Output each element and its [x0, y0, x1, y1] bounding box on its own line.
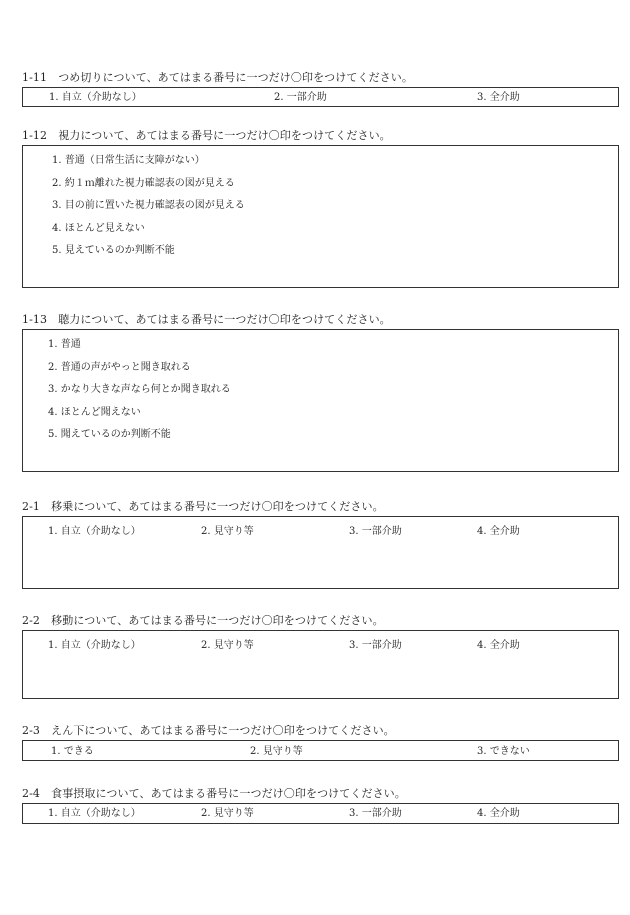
option-3[interactable]: 3. 全介助	[477, 92, 520, 103]
options-box	[22, 740, 619, 761]
option-3[interactable]: 3. 目の前に置いた視力確認表の図が見える	[52, 200, 245, 211]
options-box	[22, 87, 619, 107]
option-2[interactable]: 2. 一部介助	[274, 92, 327, 103]
question-2-2	[22, 614, 619, 699]
option-2[interactable]: 2. 普通の声がやっと聞き取れる	[48, 362, 191, 373]
option-2[interactable]: 2. 見守り等	[201, 640, 254, 651]
question-title: 2-4 食事摂取について、あてはまる番号に一つだけ〇印をつけてください。	[22, 787, 406, 800]
question-2-1	[22, 500, 619, 589]
options-box	[22, 516, 619, 589]
option-4[interactable]: 4. ほとんど聞えない	[48, 407, 141, 418]
question-1-13	[22, 313, 619, 472]
option-1[interactable]: 1. 自立（介助なし）	[48, 808, 141, 819]
option-1[interactable]: 1. できる	[51, 746, 94, 757]
option-5[interactable]: 5. 聞えているのか判断不能	[48, 429, 171, 440]
option-1[interactable]: 1. 普通	[48, 339, 81, 350]
question-title: 2-3 えん下について、あてはまる番号に一つだけ〇印をつけてください。	[22, 724, 395, 737]
option-4[interactable]: 4. ほとんど見えない	[52, 223, 145, 234]
options-box	[22, 145, 619, 288]
question-title: 1-12 視力について、あてはまる番号に一つだけ〇印をつけてください。	[22, 129, 391, 142]
option-2[interactable]: 2. 見守り等	[201, 526, 254, 537]
option-3[interactable]: 3. 一部介助	[349, 808, 402, 819]
option-2[interactable]: 2. 約１ｍ離れた視力確認表の図が見える	[52, 178, 235, 189]
option-4[interactable]: 4. 全介助	[477, 526, 520, 537]
option-3[interactable]: 3. できない	[477, 746, 530, 757]
question-title: 2-2 移動について、あてはまる番号に一つだけ〇印をつけてください。	[22, 614, 384, 627]
option-1[interactable]: 1. 自立（介助なし）	[49, 92, 142, 103]
question-1-11	[22, 71, 619, 107]
options-box	[22, 803, 619, 824]
option-1[interactable]: 1. 自立（介助なし）	[48, 640, 141, 651]
question-title: 1-11 つめ切りについて、あてはまる番号に一つだけ〇印をつけてください。	[22, 71, 413, 84]
option-3[interactable]: 3. かなり大きな声なら何とか聞き取れる	[48, 384, 231, 395]
option-2[interactable]: 2. 見守り等	[250, 746, 303, 757]
option-5[interactable]: 5. 見えているのか判断不能	[52, 245, 175, 256]
question-2-3	[22, 724, 619, 761]
question-2-4	[22, 787, 619, 824]
question-title: 2-1 移乗について、あてはまる番号に一つだけ〇印をつけてください。	[22, 500, 384, 513]
options-box	[22, 630, 619, 699]
option-3[interactable]: 3. 一部介助	[349, 640, 402, 651]
options-box	[22, 329, 619, 472]
option-1[interactable]: 1. 普通（日常生活に支障がない）	[52, 155, 205, 166]
question-title: 1-13 聴力について、あてはまる番号に一つだけ〇印をつけてください。	[22, 313, 391, 326]
option-2[interactable]: 2. 見守り等	[201, 808, 254, 819]
option-4[interactable]: 4. 全介助	[477, 808, 520, 819]
option-1[interactable]: 1. 自立（介助なし）	[48, 526, 141, 537]
option-4[interactable]: 4. 全介助	[477, 640, 520, 651]
question-1-12	[22, 129, 619, 288]
option-3[interactable]: 3. 一部介助	[349, 526, 402, 537]
